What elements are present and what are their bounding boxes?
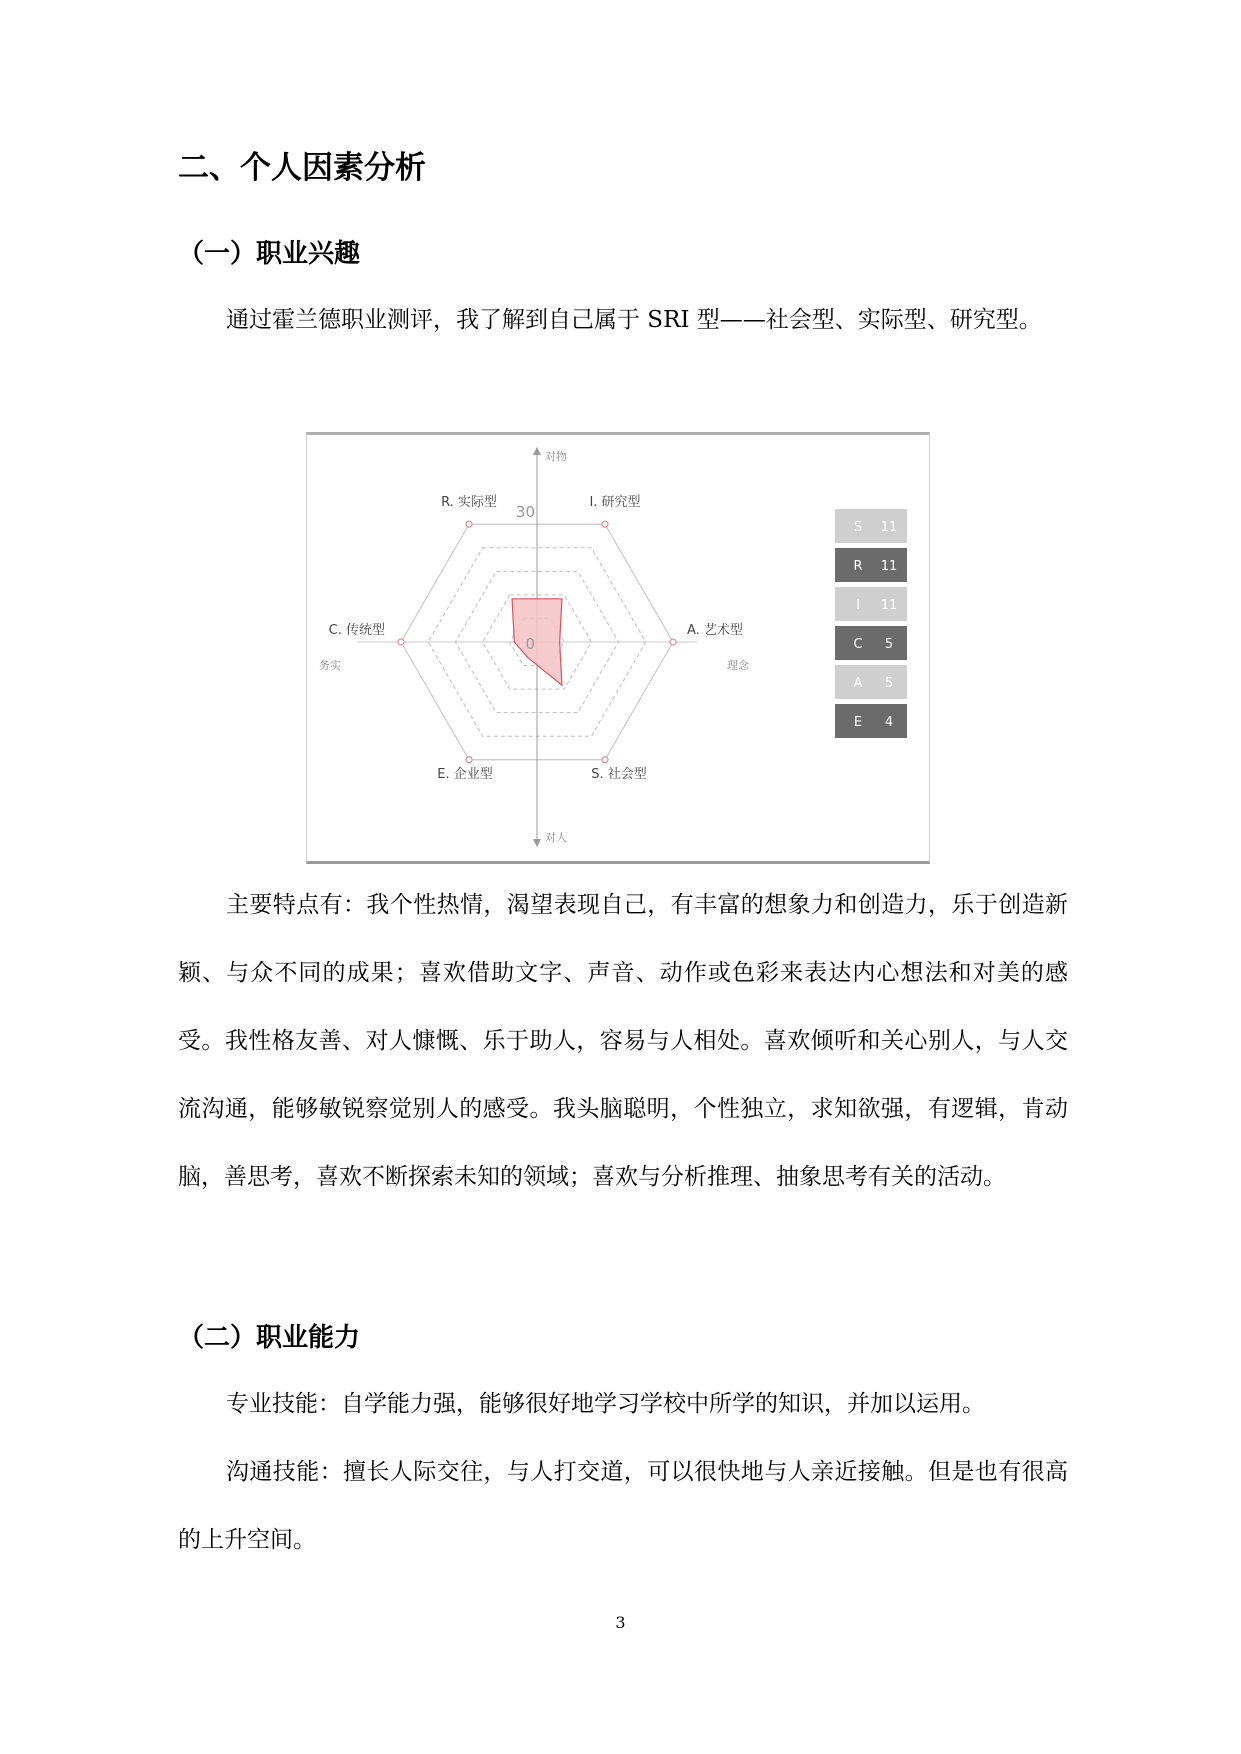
- legend-value-S: 11: [880, 520, 898, 535]
- axis-label-top: 对物: [545, 450, 567, 463]
- radar-label-I: I. 研究型: [589, 495, 641, 511]
- page-number: 3: [615, 1613, 626, 1632]
- radar-label-A: A. 艺术型: [687, 623, 743, 638]
- scale-max-label: 30: [515, 503, 535, 521]
- radar-label-S: S. 社会型: [591, 766, 647, 782]
- legend-value-C: 5: [884, 637, 894, 652]
- legend-code-I: I: [856, 598, 860, 613]
- paragraph-communication-skill: 沟通技能：擅长人际交往，与人打交道，可以很快地与人亲近接触。但是也有很高的上升空间。: [178, 1459, 1068, 1553]
- legend-code-S: S: [853, 520, 863, 535]
- legend-box-A: [835, 665, 907, 699]
- legend-box-C: [835, 626, 907, 660]
- radar-vertex-S: [602, 757, 608, 763]
- holland-radar-figure: [306, 432, 930, 864]
- paragraph-test-result: 通过霍兰德职业测评，我了解到自己属于 SRI 型——社会型、实际型、研究型。: [226, 307, 1042, 333]
- subsection-title-ability: （二）职业能力: [178, 1323, 361, 1353]
- radar-vertex-C: [398, 639, 404, 645]
- radar-label-E: E. 企业型: [437, 766, 493, 782]
- radar-label-R: R. 实际型: [441, 495, 497, 511]
- section-title: 二、个人因素分析: [178, 150, 426, 186]
- radar-vertex-E: [466, 757, 472, 763]
- paragraph-professional-skill: 专业技能：自学能力强，能够很好地学习学校中所学的知识，并加以运用。: [226, 1391, 985, 1417]
- legend-box-E: [835, 704, 907, 738]
- radar-vertex-I: [602, 521, 608, 527]
- legend-value-I: 11: [880, 598, 898, 613]
- radar-label-C: C. 传统型: [328, 623, 385, 638]
- subsection-title-interest: （一）职业兴趣: [178, 239, 361, 269]
- axis-label-left: 务实: [319, 659, 341, 672]
- radar-chart: [307, 435, 931, 867]
- legend-value-R: 11: [880, 559, 898, 574]
- radar-vertex-A: [670, 639, 676, 645]
- legend-code-E: E: [853, 715, 863, 730]
- legend-code-A: A: [853, 676, 863, 691]
- legend-value-E: 4: [884, 715, 894, 730]
- axis-label-bottom: 对人: [545, 831, 567, 844]
- legend-code-R: R: [853, 559, 863, 574]
- legend-value-A: 5: [884, 676, 894, 691]
- paragraph-characteristics: 主要特点有：我个性热情，渴望表现自己，有丰富的想象力和创造力，乐于创造新颖、与众不同的成果；喜欢借助文字、声音、动作或色彩来表达内心想法和对美的感受。我性格友善、对人慷慨、乐于助人，容易与人相处。喜欢倾听和关心别人，与人交流沟通，能够敏锐察觉别人的感受。我头脑聪明，个性独立，求知欲强，有逻辑，肯动脑，善思考，喜欢不断探索未知的领域；喜欢与分析推理、抽象思考有关的活动。: [178, 892, 1068, 1190]
- scale-min-label: 0: [525, 635, 535, 653]
- radar-vertex-R: [466, 521, 472, 527]
- legend-code-C: C: [853, 637, 863, 652]
- axis-label-right: 理念: [727, 659, 749, 672]
